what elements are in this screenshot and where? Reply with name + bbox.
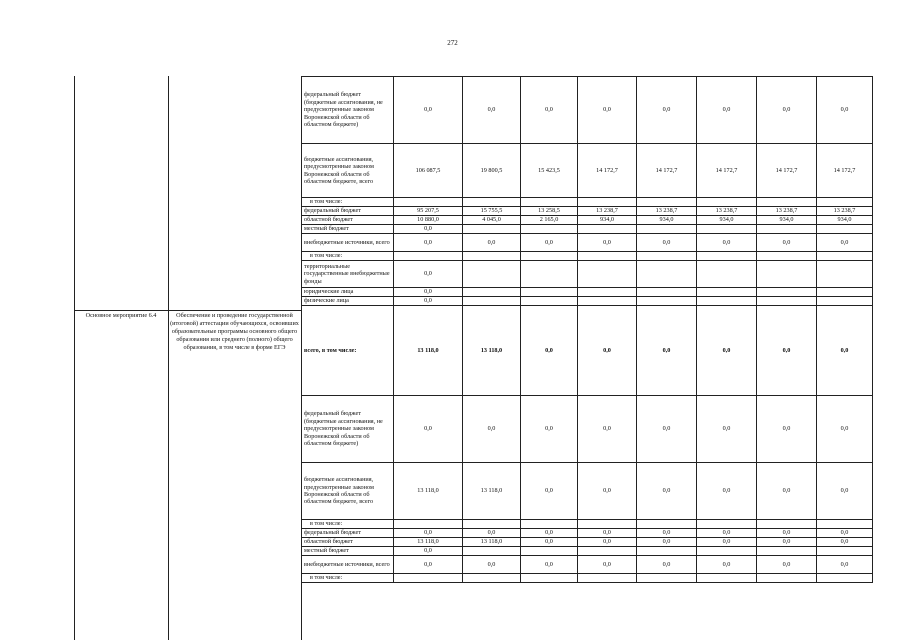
value-cell: 14 172,7 (757, 144, 817, 198)
row-label: бюджетные ассигнования, предусмотренные законом Воронежской области об областном бюджете, всего (302, 463, 394, 520)
value-cell: 0,0 (521, 234, 578, 252)
value-cell: 14 172,7 (637, 144, 697, 198)
table-row (302, 234, 873, 252)
value-cell (521, 520, 578, 529)
value-cell: 14 172,7 (578, 144, 637, 198)
activity-description: Обеспечение и проведение государственной (итоговой) аттестации обучающихся, освоивших образовательные программы основного общего образования или среднего (полного) общего образования, в том числе в форме ЕГЭ (170, 312, 299, 351)
value-cell (817, 547, 873, 556)
value-cell (637, 574, 697, 583)
value-cell (463, 198, 521, 207)
value-cell (521, 574, 578, 583)
value-cell: 0,0 (394, 297, 463, 306)
value-cell: 13 238,7 (637, 207, 697, 216)
value-cell (521, 225, 578, 234)
table-row (302, 574, 873, 583)
value-cell: 0,0 (578, 234, 637, 252)
row-label: местный бюджет (302, 225, 394, 234)
value-cell (521, 252, 578, 261)
value-cell: 0,0 (394, 288, 463, 297)
value-cell (394, 574, 463, 583)
value-cell: 0,0 (817, 77, 873, 144)
value-cell: 13 238,7 (578, 207, 637, 216)
table-row (302, 538, 873, 547)
value-cell (757, 288, 817, 297)
value-cell: 0,0 (521, 538, 578, 547)
value-cell (637, 261, 697, 288)
value-cell (757, 252, 817, 261)
value-cell: 0,0 (637, 306, 697, 396)
value-cell: 15 755,5 (463, 207, 521, 216)
value-cell: 0,0 (757, 538, 817, 547)
value-cell: 0,0 (394, 261, 463, 288)
value-cell: 0,0 (637, 529, 697, 538)
value-cell (757, 297, 817, 306)
value-cell (817, 225, 873, 234)
value-cell: 13 238,7 (817, 207, 873, 216)
value-cell: 0,0 (757, 306, 817, 396)
row-label: областной бюджет (302, 538, 394, 547)
row-label: всего, в том числе: (302, 306, 394, 396)
value-cell (637, 198, 697, 207)
value-cell: 0,0 (697, 396, 757, 463)
row-label: в том числе: (302, 198, 394, 207)
value-cell: 0,0 (578, 463, 637, 520)
table-body (302, 77, 873, 583)
value-cell (757, 261, 817, 288)
value-cell: 934,0 (637, 216, 697, 225)
value-cell (817, 520, 873, 529)
value-cell (463, 574, 521, 583)
value-cell (697, 261, 757, 288)
value-cell (578, 547, 637, 556)
value-cell (463, 297, 521, 306)
value-cell: 0,0 (463, 556, 521, 574)
value-cell: 13 118,0 (463, 463, 521, 520)
value-cell (578, 198, 637, 207)
value-cell: 0,0 (697, 556, 757, 574)
value-cell: 13 118,0 (394, 306, 463, 396)
value-cell: 0,0 (394, 396, 463, 463)
value-cell: 13 118,0 (394, 463, 463, 520)
value-cell: 0,0 (521, 463, 578, 520)
value-cell: 0,0 (697, 234, 757, 252)
table-row (302, 261, 873, 288)
value-cell: 19 800,5 (463, 144, 521, 198)
value-cell: 0,0 (578, 529, 637, 538)
value-cell (817, 288, 873, 297)
value-cell: 0,0 (817, 538, 873, 547)
value-cell: 4 045,0 (463, 216, 521, 225)
value-cell: 0,0 (817, 234, 873, 252)
value-cell: 0,0 (463, 77, 521, 144)
row-label: федеральный бюджет (302, 207, 394, 216)
value-cell: 0,0 (394, 529, 463, 538)
value-cell: 0,0 (757, 529, 817, 538)
row-label: внебюджетные источники, всего (302, 234, 394, 252)
value-cell: 0,0 (697, 77, 757, 144)
value-cell (521, 261, 578, 288)
value-cell: 15 423,5 (521, 144, 578, 198)
table-row (302, 225, 873, 234)
value-cell: 0,0 (521, 306, 578, 396)
table-row (302, 529, 873, 538)
value-cell: 0,0 (637, 556, 697, 574)
value-cell: 2 165,0 (521, 216, 578, 225)
value-cell: 0,0 (521, 556, 578, 574)
page-number: 272 (447, 39, 458, 47)
value-cell (463, 547, 521, 556)
value-cell: 13 258,5 (521, 207, 578, 216)
value-cell: 0,0 (757, 396, 817, 463)
value-cell (697, 225, 757, 234)
value-cell (817, 252, 873, 261)
value-cell: 0,0 (757, 463, 817, 520)
value-cell (817, 574, 873, 583)
code-column-border (168, 76, 169, 640)
value-cell (817, 297, 873, 306)
table-row (302, 216, 873, 225)
table-row (302, 297, 873, 306)
value-cell: 14 172,7 (817, 144, 873, 198)
value-cell (757, 225, 817, 234)
value-cell (757, 547, 817, 556)
row-label: бюджетные ассигнования, предусмотренные законом Воронежской области об областном бюджете, всего (302, 144, 394, 198)
value-cell: 0,0 (463, 234, 521, 252)
value-cell (463, 520, 521, 529)
value-cell (637, 225, 697, 234)
value-cell (578, 520, 637, 529)
value-cell (463, 261, 521, 288)
value-cell: 10 880,0 (394, 216, 463, 225)
value-cell (697, 574, 757, 583)
value-cell: 0,0 (521, 529, 578, 538)
value-cell (578, 225, 637, 234)
value-cell: 0,0 (394, 234, 463, 252)
row-label: местный бюджет (302, 547, 394, 556)
value-cell: 13 118,0 (463, 538, 521, 547)
value-cell: 0,0 (757, 234, 817, 252)
value-cell (394, 252, 463, 261)
value-cell (394, 198, 463, 207)
row-label: в том числе: (302, 520, 394, 529)
activity-separator (74, 310, 301, 311)
value-cell: 0,0 (697, 529, 757, 538)
table-row (302, 144, 873, 198)
table-row (302, 77, 873, 144)
value-cell (521, 547, 578, 556)
value-cell: 13 118,0 (394, 538, 463, 547)
row-label: в том числе: (302, 252, 394, 261)
value-cell (697, 252, 757, 261)
value-cell: 13 118,0 (463, 306, 521, 396)
value-cell: 13 238,7 (757, 207, 817, 216)
value-cell: 0,0 (637, 234, 697, 252)
row-label: в том числе: (302, 574, 394, 583)
value-cell: 0,0 (578, 556, 637, 574)
value-cell (463, 288, 521, 297)
value-cell (463, 252, 521, 261)
value-cell (697, 547, 757, 556)
table-row (302, 520, 873, 529)
value-cell: 934,0 (757, 216, 817, 225)
value-cell (578, 252, 637, 261)
value-cell: 0,0 (637, 463, 697, 520)
row-label: федеральный бюджет (302, 529, 394, 538)
value-cell: 0,0 (697, 538, 757, 547)
value-cell (578, 297, 637, 306)
value-cell: 0,0 (757, 77, 817, 144)
value-cell (817, 198, 873, 207)
value-cell: 0,0 (394, 556, 463, 574)
value-cell: 0,0 (817, 463, 873, 520)
value-cell: 0,0 (578, 538, 637, 547)
value-cell (637, 288, 697, 297)
value-cell (521, 297, 578, 306)
value-cell (817, 261, 873, 288)
value-cell: 0,0 (463, 396, 521, 463)
table-row (302, 306, 873, 396)
value-cell (394, 520, 463, 529)
table-row (302, 556, 873, 574)
value-cell: 0,0 (521, 77, 578, 144)
table-row (302, 288, 873, 297)
value-cell: 0,0 (697, 306, 757, 396)
value-cell (697, 520, 757, 529)
value-cell (757, 520, 817, 529)
value-cell: 95 207,5 (394, 207, 463, 216)
value-cell (578, 261, 637, 288)
value-cell: 0,0 (817, 556, 873, 574)
table-row (302, 547, 873, 556)
value-cell (637, 520, 697, 529)
value-cell: 0,0 (637, 77, 697, 144)
value-cell: 13 238,7 (697, 207, 757, 216)
value-cell: 0,0 (637, 538, 697, 547)
value-cell (637, 547, 697, 556)
value-cell: 0,0 (817, 396, 873, 463)
value-cell: 0,0 (637, 396, 697, 463)
row-label: областной бюджет (302, 216, 394, 225)
value-cell: 934,0 (817, 216, 873, 225)
table-row (302, 396, 873, 463)
row-label: юридические лица (302, 288, 394, 297)
value-cell (757, 574, 817, 583)
value-cell: 0,0 (394, 547, 463, 556)
value-cell (578, 288, 637, 297)
funding-table (301, 76, 873, 583)
value-cell: 14 172,7 (697, 144, 757, 198)
value-cell: 0,0 (817, 306, 873, 396)
value-cell (637, 297, 697, 306)
activity-code: Основное мероприятие 6.4 (85, 312, 157, 319)
value-cell (521, 288, 578, 297)
value-cell: 106 087,5 (394, 144, 463, 198)
value-cell: 0,0 (463, 529, 521, 538)
value-cell (697, 297, 757, 306)
value-cell: 0,0 (394, 77, 463, 144)
value-cell: 0,0 (578, 306, 637, 396)
value-cell (521, 198, 578, 207)
value-cell (697, 198, 757, 207)
value-cell: 0,0 (697, 463, 757, 520)
value-cell (463, 225, 521, 234)
value-cell: 0,0 (578, 396, 637, 463)
row-label: федеральный бюджет (бюджетные ассигнования, не предусмотренные законом Воронежской области об областном бюджете) (302, 77, 394, 144)
value-cell: 0,0 (578, 77, 637, 144)
value-cell: 0,0 (817, 529, 873, 538)
row-label: федеральный бюджет (бюджетные ассигнования, не предусмотренные законом Воронежской области об областном бюджете) (302, 396, 394, 463)
table-row (302, 198, 873, 207)
value-cell (637, 252, 697, 261)
value-cell: 934,0 (578, 216, 637, 225)
row-label: внебюджетные источники, всего (302, 556, 394, 574)
value-cell (697, 288, 757, 297)
left-border (74, 76, 75, 640)
value-cell: 0,0 (394, 225, 463, 234)
value-cell: 0,0 (521, 396, 578, 463)
value-cell: 934,0 (697, 216, 757, 225)
value-cell: 0,0 (757, 556, 817, 574)
table-row (302, 463, 873, 520)
value-cell (578, 574, 637, 583)
table-row (302, 252, 873, 261)
value-cell (757, 198, 817, 207)
row-label: территориальные государственные внебюджетные фонды (302, 261, 394, 288)
row-label: физические лица (302, 297, 394, 306)
table-row (302, 207, 873, 216)
